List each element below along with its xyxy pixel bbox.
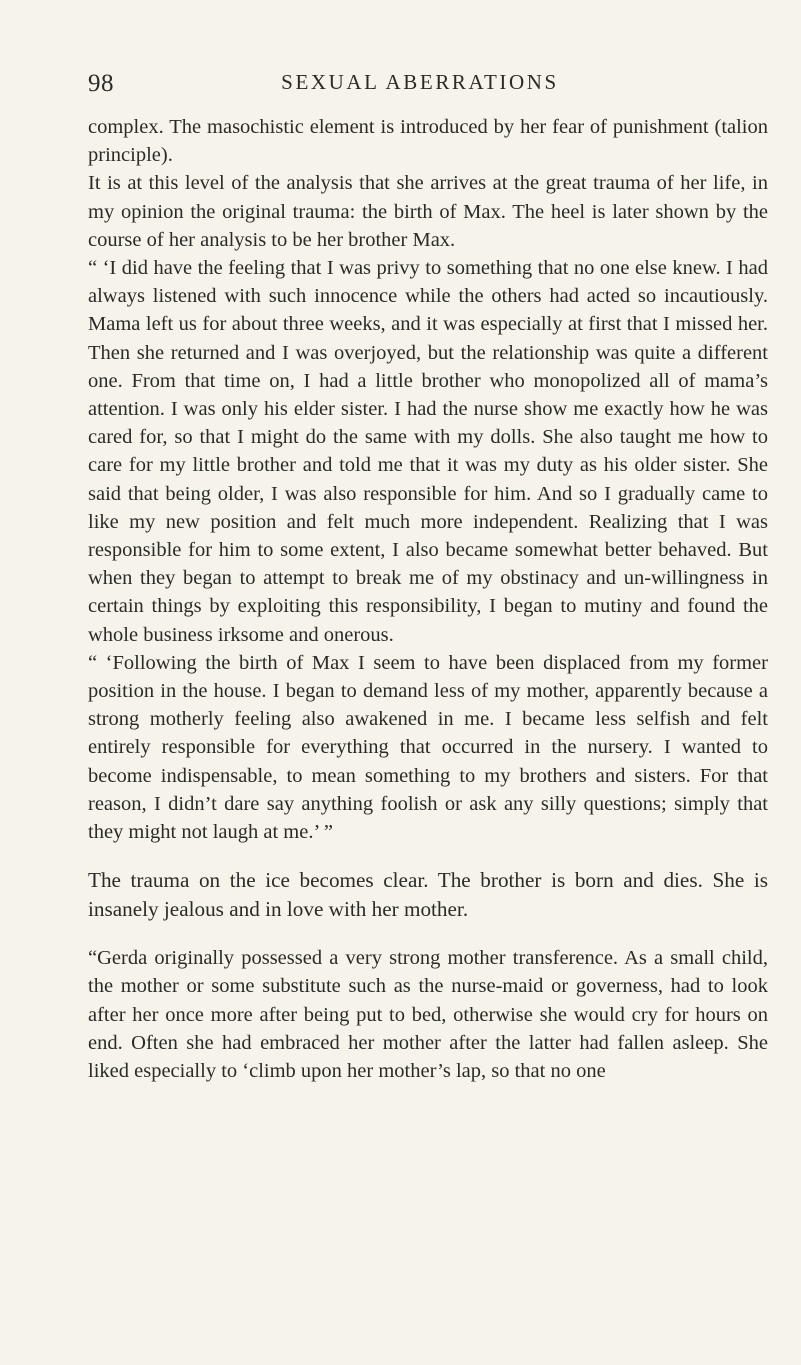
page-number: 98 bbox=[88, 70, 114, 97]
body-text bbox=[88, 113, 768, 1085]
paragraph: “ ‘Following the birth of Max I seem to have been displaced from my former position in the house. I began to demand less of my mother, apparently because a strong motherly feeling also awakened in me. I became less selfish and felt entirely responsible for everything that occurred in the nursery. I wanted to become indispensable, to mean something to my brothers and sisters. For that reason, I didn’t dare say anything foolish or ask any silly questions; simply that they might not laugh at me.’ ” bbox=[88, 651, 768, 844]
paragraph: complex. The masochistic element is introduced by her fear of punishment (talion principle). bbox=[88, 116, 768, 167]
paragraph: It is at this level of the analysis that she arrives at the great trauma of her life, in my opinion the original trauma: the birth of Max. The heel is later shown by the course of her analysis to be her brother Max. bbox=[88, 172, 768, 251]
paragraph: “ ‘I did have the feeling that I was privy to something that no one else knew. I had always listened with such innocence while the others had acted so incautiously. Mama left us for about three weeks, and it was especially at first that I missed her. Then she returned and I was overjoyed, but the relationship was quite a different one. From that time on, I had a little brother who monopolized all of mama’s attention. I was only his elder sister. I had the nurse show me exactly how he was cared for, so that I might do the same with my dolls. She also taught me how to care for my little brother and told me that it was my duty as his older sister. She said that being older, I was also responsible for him. And so I gradually came to like my new position and felt much more independent. Realizing that I was responsible for him to some extent, I also became somewhat better behaved. But when they began to attempt to break me of my obstinacy and un-willingness in certain things by exploiting this responsibility, I began to mutiny and found the whole business irksome and onerous. bbox=[88, 257, 768, 646]
paragraph: The trauma on the ice becomes clear. The brother is born and dies. She is insanely jealous and in love with her mother. bbox=[88, 868, 768, 922]
page-header bbox=[88, 70, 728, 102]
paragraph: “Gerda originally possessed a very strong mother transference. As a small child, the mother or some substitute such as the nurse-maid or governess, had to look after her once more after being put to bed, otherwise she would cry for hours on end. Often she had embraced her mother after the latter had fallen asleep. She liked especially to ‘climb upon her mother’s lap, so that no one bbox=[88, 947, 768, 1083]
running-head: SEXUAL ABERRATIONS bbox=[281, 70, 559, 94]
